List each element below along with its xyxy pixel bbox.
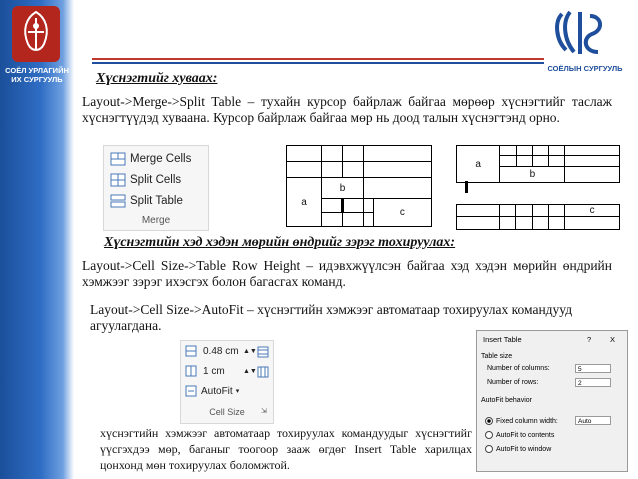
example-table-before-split: [286, 145, 432, 227]
split-table-button[interactable]: [110, 191, 183, 211]
column-width-value: 1 cm: [203, 365, 225, 377]
split-table-label: Split Table: [130, 195, 183, 207]
split-cell-c: c: [565, 205, 620, 217]
row-height-spinner-icon[interactable]: ▲▼: [243, 347, 257, 355]
autofit-label: AutoFit: [201, 385, 233, 397]
rows-input[interactable]: 2: [575, 378, 611, 387]
cell-c: c: [373, 198, 431, 226]
row-height-control[interactable]: [185, 345, 257, 357]
autofit-paragraph: Layout->Cell Size->AutoFit – хүснэгтийн хэмжээг автоматаар тохируулах командууд агуулагдана.: [90, 302, 573, 333]
autofit-button[interactable]: [185, 385, 239, 397]
school-name: СОЁЛЫН СУРГУУЛЬ: [547, 64, 623, 73]
fixed-width-radio[interactable]: [485, 417, 558, 425]
merge-cells-label: Merge Cells: [130, 153, 192, 165]
column-width-icon: [185, 365, 197, 377]
fixed-width-label: Fixed column width:: [496, 417, 558, 425]
header-rule-blue: [92, 62, 544, 64]
header-rule-red: [92, 58, 544, 60]
university-logo: [8, 4, 64, 64]
radio-selected-icon: [485, 417, 493, 425]
merge-group-label: Merge: [141, 215, 171, 226]
merge-ribbon-group: [103, 145, 209, 231]
table-size-label: Table size: [481, 353, 513, 360]
cell-size-group-label: Cell Size: [209, 407, 245, 417]
help-button[interactable]: ?: [587, 335, 592, 344]
split-table-paragraph: Layout->Merge->Split Table – тухайн курсор байрлаж байгаа мөрөөр хүснэгтийг таслаж хүснэгтүүдэд хуваана. Курсор байрлаж байгаа мөр нь доод талын хүснэгтэнд орно.: [82, 94, 612, 125]
distribute-columns-icon[interactable]: [257, 365, 269, 383]
radio-icon: [485, 431, 493, 439]
column-width-spinner-icon[interactable]: ▲▼: [243, 367, 257, 375]
autofit-contents-radio[interactable]: [485, 431, 554, 439]
split-cells-label: Split Cells: [130, 174, 182, 186]
example-table-bottom-part: [456, 204, 620, 230]
cell-size-ribbon-group: [180, 340, 274, 424]
radio-icon: [485, 445, 493, 453]
university-name: СОЁЛ УРЛАГИЙН ИХ СУРГУУЛЬ: [5, 66, 69, 84]
autofit-icon: [185, 385, 197, 397]
split-cells-icon: [110, 173, 126, 187]
split-cell-a: a: [457, 146, 500, 183]
cell-a: a: [287, 178, 322, 227]
autofit-window-radio[interactable]: [485, 445, 551, 453]
merge-cells-button[interactable]: [110, 149, 191, 169]
columns-input[interactable]: 5: [575, 364, 611, 373]
distribute-rows-icon[interactable]: [257, 345, 269, 363]
row-height-value: 0.48 cm: [203, 345, 239, 357]
split-cells-button[interactable]: [110, 170, 181, 190]
fixed-width-select[interactable]: Auto: [575, 416, 611, 425]
row-height-paragraph: Layout->Cell Size->Table Row Height – идэвхжүүлсэн байгаа хэд хэдэн мөрийн өндрийн хэмжээг зэрэг ихэсгэх болон багасгах команд.: [82, 258, 612, 289]
autofit-behavior-label: AutoFit behavior: [481, 397, 532, 404]
cursor-marker: [465, 181, 468, 193]
column-width-control[interactable]: [185, 365, 257, 377]
close-button[interactable]: X: [610, 335, 616, 344]
row-height-icon: [185, 345, 197, 357]
insert-table-dialog: [476, 330, 628, 472]
section-heading-row-height: Хүснэгтийн хэд хэдэн мөрийн өндрийг зэрэг тохируулах:: [104, 235, 456, 250]
autofit-window-label: AutoFit to window: [496, 445, 552, 453]
split-cell-b: b: [500, 166, 565, 182]
split-table-icon: [110, 194, 126, 208]
merge-cells-icon: [110, 152, 126, 166]
example-table-top-part: [456, 145, 620, 183]
dialog-title: Insert Table: [483, 335, 522, 344]
chevron-down-icon: ▾: [235, 388, 240, 395]
rows-label: Number of rows:: [487, 379, 539, 386]
dialog-launcher-icon[interactable]: ⇲: [261, 408, 267, 415]
section-heading-split: Хүснэгтийг хуваах:: [96, 71, 218, 86]
school-logo: [552, 10, 612, 58]
autofit-contents-label: AutoFit to contents: [496, 431, 555, 439]
columns-label: Number of columns:: [487, 365, 550, 372]
cell-b: b: [322, 178, 364, 198]
autofit-caption: хүснэгтийн хэмжээг автоматаар тохируулах командуудыг хүснэгтийг үүсгэхдээ мөр, баганыг тоогоор зааж өгдөг Insert Table харилцах цонхонд мөн тохируулах боломжтой.: [100, 426, 472, 472]
